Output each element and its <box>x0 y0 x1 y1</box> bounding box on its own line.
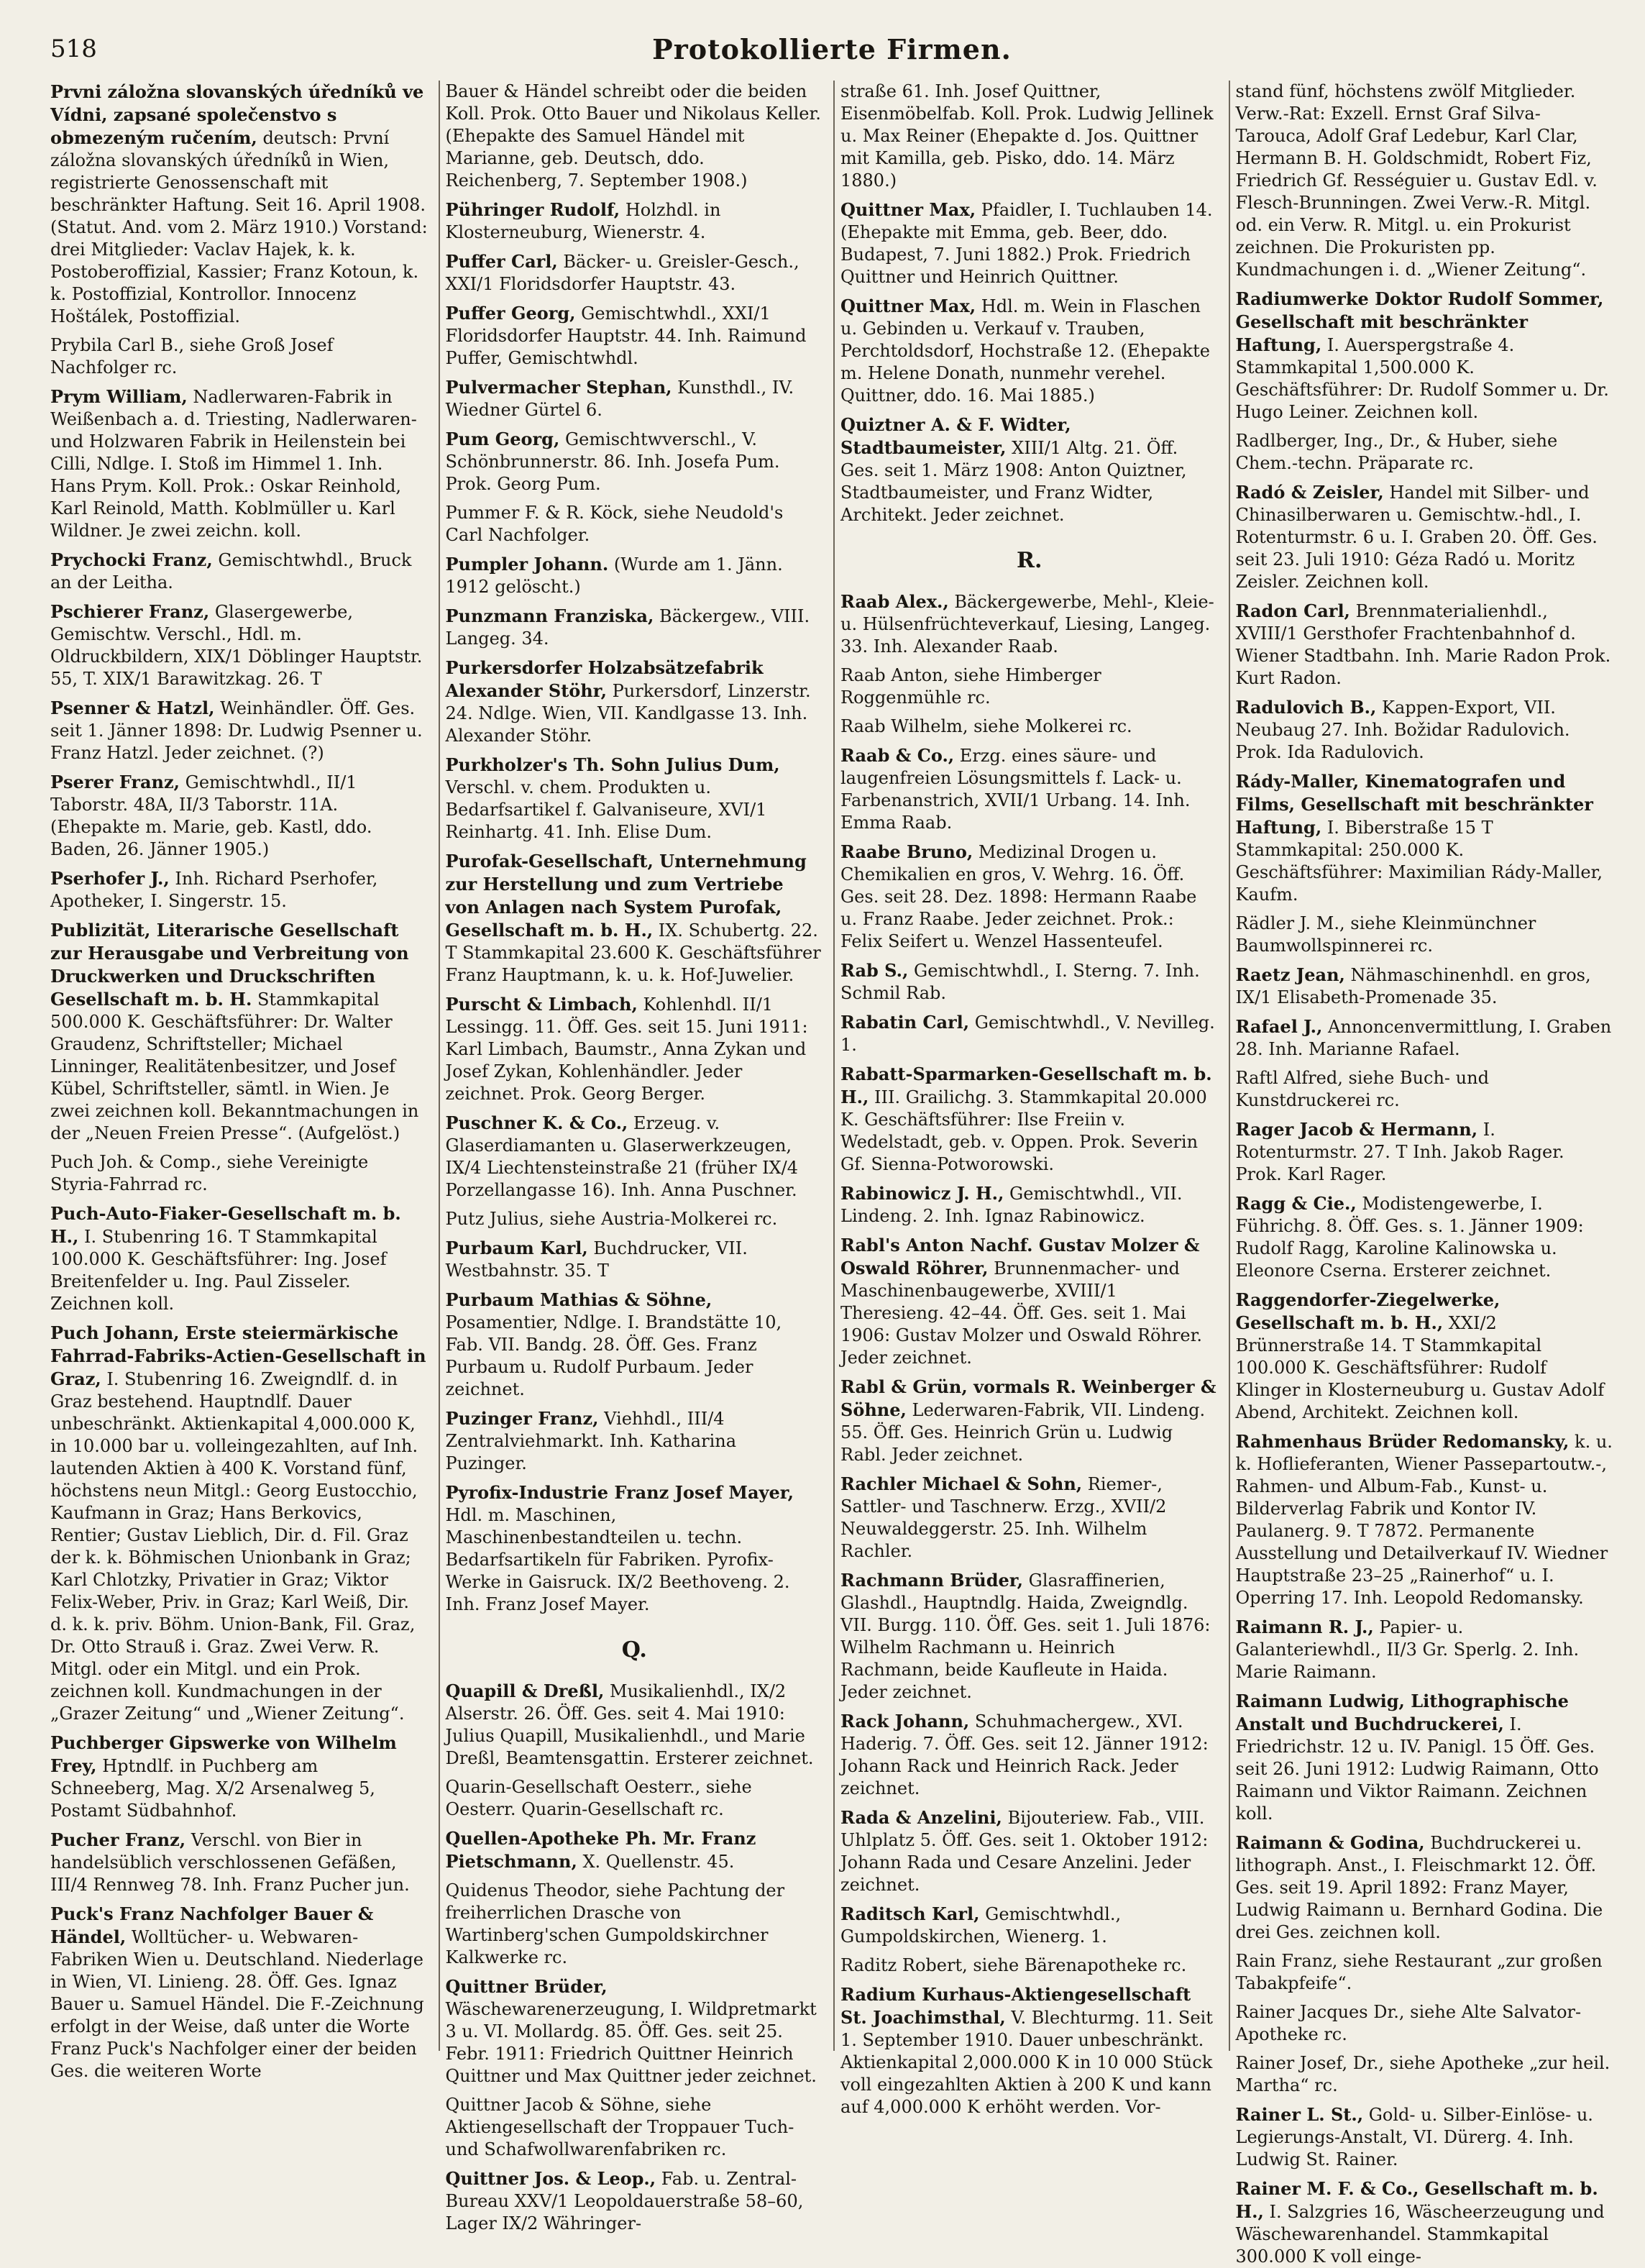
firm-name: Pschierer Franz, <box>50 601 210 622</box>
entry-text: Fab. u. Zentral-Bureau XXV/1 Leopoldauerstraße 58–60, Lager IX/2 Währinger- <box>445 2169 804 2233</box>
entry-text: Glasraffinerien, Glashdl., Hauptndlg. Haida, Zweigndlg. VII. Burgg. 110. Öff. Ges. seit 1. Juli 1876: Wilhelm Rachmann u. Heinrich Rachmann, beide Kaufleute in Haida. Jeder zeichnet. <box>840 1570 1211 1702</box>
entry-text: XXI/2 Brünnerstraße 14. T Stammkapital 100.000 K. Geschäftsführer: Rudolf Klinger in Klosterneuburg u. Gustav Adolf Abend, Architekt. Zeichnen koll. <box>1235 1313 1605 1422</box>
entry-text: straße 61. Inh. Josef Quittner, Eisenmöbelfab. Koll. Prok. Ludwig Jellinek u. Max Reiner (Ehepakte d. Jos. Quittner mit Kamilla, geb. Pisko, ddo. 14. März 1880.) <box>840 81 1214 191</box>
entry-text: Wäschewarenerzeugung, I. Wildpretmarkt 3 u. VI. Mollardg. 85. Öff. Ges. seit 25. Febr. 1911: Friedrich Quittner Heinrich Quittner und Max Quittner jeder zeichnet. <box>445 1999 817 2086</box>
text-column-3 <box>833 81 1219 2117</box>
firm-name: Radon Carl, <box>1235 600 1350 621</box>
directory-entry <box>446 605 824 650</box>
directory-entry <box>840 1806 1219 1896</box>
firm-name: Purofak-Gesellschaft, Unternehmung zur Herstellung und zum Vertriebe von Anlagen nach System Purofak, Gesellschaft m. b. H., <box>445 851 807 941</box>
entry-text: Gemischtwhdl., V. Nevilleg. 1. <box>840 1012 1215 1055</box>
firm-name: Quittner Jos. & Leop., <box>445 2168 656 2189</box>
entry-text: III. Grailichg. 3. Stammkapital 20.000 K. Geschäftsführer: Ilse Freiin v. Wedelstadt, geb. v. Oppen. Prok. Severin Gf. Sienna-Potworowski. <box>840 1087 1207 1174</box>
directory-entry <box>50 919 429 1145</box>
entry-text: Raftl Alfred, siehe Buch- und Kunstdruckerei rc. <box>1235 1068 1489 1110</box>
firm-name: Puzinger Franz, <box>445 1408 599 1429</box>
firm-name: Ragg & Cie., <box>1235 1193 1357 1214</box>
text-column-4 <box>1229 81 1614 2267</box>
firm-name: Psenner & Hatzl, <box>50 698 215 718</box>
entry-text: Medizinal Drogen u. Chemikalien en gros, V. Wehrg. 16. Öff. Ges. seit 28. Dez. 1898: Hermann Raabe u. Franz Raabe. Jeder zeichnet. Prok.: Felix Seifert u. Wenzel Hassenteufel. <box>840 842 1197 951</box>
entry-text: Quarin-Gesellschaft Oesterr., siehe Oesterr. Quarin-Gesellschaft rc. <box>445 1777 752 1819</box>
directory-entry <box>840 1182 1219 1227</box>
directory-entry <box>446 657 824 747</box>
directory-entry <box>50 81 429 328</box>
entry-text: Putz Julius, siehe Austria-Molkerei rc. <box>445 1209 778 1229</box>
entry-text: Nähmaschinenhdl. en gros, IX/1 Elisabeth-Promenade 35. <box>1235 965 1591 1007</box>
directory-entry <box>840 1954 1219 1977</box>
directory-entry <box>446 1975 824 2088</box>
entry-text: Hptndlf. in Puchberg am Schneeberg, Mag. X/2 Arsenalweg 5, Postamt Südbahnhof. <box>50 1756 375 1821</box>
entry-text: XIII/1 Altg. 21. Öff. Ges. seit 1. März 1908: Anton Quiztner, Stadtbaumeister, und Franz Widter, Architekt. Jeder zeichnet. <box>840 438 1187 525</box>
directory-entry <box>1236 2103 1614 2171</box>
firm-name: Rahmenhaus Brüder Redomansky, <box>1235 1431 1570 1452</box>
firm-name: Pyrofix-Industrie Franz Josef Mayer, <box>445 1482 794 1503</box>
entry-text: Puch Joh. & Comp., siehe Vereinigte Styria-Fahrrad rc. <box>50 1152 369 1194</box>
entry-text: Gold- u. Silber-Einlöse- u. Legierungs-Anstalt, VI. Dürerg. 4. Inh. Ludwig St. Rainer. <box>1235 2105 1593 2169</box>
directory-entry <box>840 81 1219 192</box>
firm-name: Puschner K. & Co., <box>445 1112 628 1133</box>
section-letter-text: Q. <box>621 1637 647 1663</box>
entry-text: Gemischtwverschl., V. Schönbrunnerstr. 86. Inh. Josefa Pum. Prok. Georg Pum. <box>445 429 780 494</box>
entry-text: Purkersdorf, Linzerstr. 24. Ndlge. Wien, VII. Kandlgasse 13. Inh. Alexander Stöhr. <box>445 681 811 746</box>
directory-entry <box>50 697 429 764</box>
directory-entry <box>446 302 824 370</box>
entry-text: Buchdruckerei u. lithograph. Anst., I. Fleischmarkt 12. Öff. Ges. seit 19. April 1892: Franz Mayer, Ludwig Raimann u. Bernhard Godina. Die drei Ges. zeichnen koll. <box>1235 1833 1603 1942</box>
entry-text: (Wurde am 1. Jänn. 1912 gelöscht.) <box>445 554 783 597</box>
entry-text: Erzeug. v. Glaserdiamanten u. Glaserwerkzeugen, IX/4 Liechtensteinstraße 21 (früher IX/4 Porzellangasse 16). Inh. Anna Puschner. <box>445 1113 798 1200</box>
firm-name: Purscht & Limbach, <box>445 994 638 1015</box>
entry-text: Gemischtwhdl., II/1 Taborstr. 48A, II/3 Taborstr. 11A. (Ehepakte m. Marie, geb. Kastl, ddo. Baden, 26. Jänner 1905.) <box>50 772 372 859</box>
firm-name: Puch-Auto-Fiaker-Gesellschaft m. b. H., <box>50 1203 401 1247</box>
entry-text: Rainer Jacques Dr., siehe Alte Salvator-Apotheke rc. <box>1235 2002 1582 2044</box>
firm-name: Rada & Anzelini, <box>840 1807 1002 1828</box>
firm-name: Rabatt-Sparmarken-Gesellschaft m. b. H., <box>840 1064 1212 1107</box>
entry-text: Riemer-, Sattler- und Taschnerw. Erzg., XVII/2 Neuwaldeggerstr. 25. Inh. Wilhelm Rachler. <box>840 1474 1167 1561</box>
text-column-1 <box>50 81 429 2081</box>
firm-name: Quittner Brüder, <box>445 1976 608 1997</box>
firm-name: Puchberger Gipswerke von Wilhelm Frey, <box>50 1732 397 1776</box>
firm-name: Raimann & Godina, <box>1235 1832 1425 1853</box>
entry-text: Rain Franz, siehe Restaurant „zur großen Tabakpfeife“. <box>1235 1951 1603 1993</box>
firm-name: Rack Johann, <box>840 1711 970 1732</box>
directory-entry <box>840 744 1219 834</box>
directory-entry <box>446 428 824 495</box>
directory-entry <box>1236 964 1614 1009</box>
firm-name: Punzmann Franziska, <box>445 605 654 626</box>
entry-text: Bäcker- u. Greisler-Gesch., XXI/1 Floridsdorfer Hauptstr. 43. <box>445 252 799 294</box>
firm-name: Purkholzer's Th. Sohn Julius Dum, <box>445 754 780 775</box>
directory-entry <box>1236 1690 1614 1825</box>
entry-text: Schuhmachergew., XVI. Haderig. 7. Öff. Ges. seit 12. Jänner 1912: Johann Rack und Heinrich Rack. Jeder zeichnet. <box>840 1711 1209 1798</box>
directory-entry <box>1236 600 1614 690</box>
firm-name: Rainer M. F. & Co., Gesellschaft m. b. H., <box>1235 2178 1598 2222</box>
directory-entry <box>840 664 1219 709</box>
entry-text: X. Quellenstr. 45. <box>582 1852 735 1872</box>
entry-text: Raab Wilhelm, siehe Molkerei rc. <box>840 716 1132 736</box>
entry-text: Brunnenmacher- und Maschinenbaugewerbe, XVIII/1 Theresieng. 42–44. Öff. Ges. seit 1. Mai 1906: Gustav Molzer und Oswald Röhrer. Jeder zeichnet. <box>840 1258 1203 1368</box>
entry-text: Lederwaren-Fabrik, VII. Lindeng. 55. Öff. Ges. Heinrich Grün u. Ludwig Rabl. Jeder zeichnet. <box>840 1400 1206 1465</box>
directory-entry <box>446 198 824 244</box>
firm-name: Rachmann Brüder, <box>840 1570 1023 1591</box>
directory-entry <box>1236 1192 1614 1282</box>
directory-entry <box>50 1202 429 1315</box>
directory-entry <box>446 2167 824 2235</box>
firm-name: Raetz Jean, <box>1235 964 1345 985</box>
directory-entry <box>50 600 429 690</box>
directory-entry <box>446 1112 824 1202</box>
entry-text: Quittner Jacob & Söhne, siehe Aktiengesellschaft der Troppauer Tuch- und Schafwollwarenfabriken rc. <box>445 2095 794 2159</box>
entry-text: Rädler J. M., siehe Kleinmünchner Baumwollspinnerei rc. <box>1235 913 1536 956</box>
directory-entry <box>840 959 1219 1005</box>
entry-text: Bäckergewerbe, Mehl-, Kleie- u. Hülsenfrüchteverkauf, Liesing, Langeg. 33. Inh. Alexander Raab. <box>840 592 1214 657</box>
entry-text: Gemischtwhdl., I. Sterng. 7. Inh. Schmil Rab. <box>840 961 1200 1003</box>
entry-text: Pummer F. & R. Köck, siehe Neudold's Carl Nachfolger. <box>445 503 784 545</box>
directory-entry <box>446 1208 824 1230</box>
firm-name: Quittner Max, <box>840 199 976 220</box>
directory-entry <box>1236 81 1614 281</box>
directory-entry <box>446 1680 824 1770</box>
page-number: 518 <box>50 35 97 63</box>
firm-name: Radó & Zeisler, <box>1235 482 1384 503</box>
directory-entry <box>50 771 429 861</box>
directory-entry <box>446 1237 824 1282</box>
firm-name: Pumpler Johann. <box>445 554 609 575</box>
directory-entry <box>840 413 1219 526</box>
entry-text: Nadlerwaren-Fabrik in Weißenbach a. d. Triesting, Nadlerwaren- und Holzwaren Fabrik in Heilenstein bei Cilli, Ndlge. I. Stoß im Himmel 1. Inh. Hans Prym. Koll. Prok.: Oskar Reinhold, Karl Reinold, Matth. Koblmüller u. Karl Wildner. Je zwei zeichn. koll. <box>50 387 417 541</box>
directory-entry <box>50 1151 429 1196</box>
directory-entry <box>50 1732 429 1822</box>
directory-entry <box>50 1829 429 1896</box>
text-column-2 <box>439 81 824 2233</box>
entry-text: Bauer & Händel schreibt oder die beiden Koll. Prok. Otto Bauer und Nikolaus Keller. (Ehepakte des Samuel Händel mit Marianne, geb. Deutsch, ddo. Reichenberg, 7. September 1908.) <box>445 81 821 191</box>
entry-text: Kappen-Export, VII. Neubaug 27. Inh. Božidar Radulovich. Prok. Ida Radulovich. <box>1235 698 1570 762</box>
entry-text: Pfaidler, I. Tuchlauben 14. (Ehepakte mit Emma, geb. Beer, ddo. Budapest, 7. Juni 1882.) Prok. Friedrich Quittner und Heinrich Quittner. <box>840 200 1213 287</box>
firm-name: Quapill & Dreßl, <box>445 1681 605 1701</box>
firm-name: Purbaum Karl, <box>445 1238 588 1258</box>
entry-text: I. Friedrichstr. 12 u. IV. Panigl. 15 Öff. Ges. seit 26. Juni 1912: Ludwig Raimann, Otto Raimann und Viktor Raimann. Zeichnen koll. <box>1235 1714 1599 1824</box>
directory-entry <box>1236 1950 1614 1995</box>
directory-entry <box>1236 1015 1614 1061</box>
firm-name: Rabinowicz J. H., <box>840 1183 1004 1204</box>
firm-name: Rabl & Grün, vormals R. Weinberger & Söhne, <box>840 1376 1216 1420</box>
directory-entry <box>446 2094 824 2161</box>
entry-text: Hdl. m. Maschinen, Maschinenbestandteilen u. techn. Bedarfsartikeln für Fabriken. Pyrofix-Werke in Gaisruck. IX/2 Beethoveng. 2. Inh. Franz Josef Mayer. <box>445 1505 790 1614</box>
section-letter <box>840 548 1219 573</box>
entry-text: Quidenus Theodor, siehe Pachtung der freiherrlichen Drasche von Wartinberg'schen Gumpoldskirchner Kalkwerke rc. <box>445 1880 785 1967</box>
directory-entry <box>446 553 824 598</box>
directory-entry <box>840 295 1219 407</box>
entry-text: Hdl. m. Wein in Flaschen u. Gebinden u. Verkauf v. Trauben, Perchtoldsdorf, Hochstraße 12. (Ehepakte m. Helene Donath, nunmehr verehel. Quittner, ddo. 16. Mai 1885.) <box>840 296 1210 406</box>
directory-entry <box>50 1322 429 1725</box>
firm-name: Puffer Carl, <box>445 251 558 272</box>
directory-entry <box>1236 430 1614 475</box>
firm-name: Puch Johann, Erste steiermärkische Fahrrad-Fabriks-Actien-Gesellschaft in Graz, <box>50 1322 426 1389</box>
entry-text: Verschl. v. chem. Produkten u. Bedarfsartikel f. Galvaniseure, XVI/1 Reinhartg. 41. Inh. Elise Dum. <box>445 777 767 842</box>
directory-entry <box>446 1481 824 1616</box>
firm-name: Rafael J., <box>1235 1016 1323 1037</box>
directory-entry <box>1236 696 1614 764</box>
firm-name: Raab & Co., <box>840 745 955 766</box>
entry-text: IX. Schubertg. 22. T Stammkapital 23.600 K. Geschäftsführer Franz Hauptmann, k. u. k. Hof-Juwelier. <box>445 920 821 985</box>
entry-text: Gemischtwhdl., VII. Lindeng. 2. Inh. Ignaz Rabinowicz. <box>840 1184 1183 1226</box>
entry-text: Modistengewerbe, I. Führichg. 8. Öff. Ges. s. 1. Jänner 1909: Rudolf Ragg, Karoline Kalinowska u. Eleonore Cserna. Ersterer zeichnet. <box>1235 1194 1584 1281</box>
firm-name: Publizität, Literarische Gesellschaft zur Herausgabe und Verbreitung von Druckwerken und Druckschriften Gesellschaft m. b. H. <box>50 920 409 1010</box>
directory-entry <box>446 993 824 1105</box>
entry-text: Gemischtwhdl., Gumpoldskirchen, Wienerg. 1. <box>840 1904 1122 1947</box>
entry-text: Wolltücher- u. Webwaren-Fabriken Wien u. Deutschland. Niederlage in Wien, VI. Linieng. 28. Öff. Ges. Ignaz Bauer u. Samuel Händel. Die F.-Zeichnung erfolgt in der Weise, daß unter die Worte Franz Puck's Nachfolger einer der beiden Ges. die weiteren Worte <box>50 1927 424 2081</box>
entry-text: Rainer Josef, Dr., siehe Apotheke „zur heil. Martha“ rc. <box>1235 2053 1610 2095</box>
directory-entry <box>50 867 429 913</box>
directory-entry <box>446 502 824 547</box>
firm-name: Rády-Maller, Kinematografen und Films, Gesellschaft mit beschränkter Haftung, <box>1235 771 1593 838</box>
firm-name: Quittner Max, <box>840 296 976 316</box>
entry-text: Holzhdl. in Klosterneuburg, Wienerstr. 4. <box>445 200 721 242</box>
directory-entry <box>1236 1118 1614 1186</box>
directory-entry <box>446 1827 824 1873</box>
section-letter-text: R. <box>1017 548 1043 573</box>
directory-entry <box>446 81 824 192</box>
directory-entry <box>446 754 824 843</box>
directory-entry <box>446 1776 824 1821</box>
entry-text: I. Biberstraße 15 T Stammkapital: 250.000 K. Geschäftsführer: Maximilian Rády-Maller, Kaufm. <box>1235 818 1603 905</box>
entry-text: Brennmaterialienhdl., XVIII/1 Gersthofer Frachtenbahnhof d. Wiener Stadtbahn. Inh. Marie Radon Prok. Kurt Radon. <box>1235 601 1611 688</box>
directory-entry <box>840 715 1219 738</box>
directory-entry <box>840 1063 1219 1176</box>
directory-entry <box>840 1903 1219 1948</box>
firm-name: Radulovich B., <box>1235 697 1377 718</box>
entry-text: Stammkapital 500.000 K. Geschäftsführer: Dr. Walter Graudenz, Schriftsteller; Michael Linninger, Realitätenbesitzer, und Josef Kübel, Schriftsteller, sämtl. in Wien. Je zwei zeichnen koll. Bekanntmachungen in der „Neuen Freien Presse“. (Aufgelöst.) <box>50 989 419 1143</box>
entry-text: I. Stubenring 16. Zweigndlf. d. in Graz bestehend. Hauptndlf. Dauer unbeschränkt. Aktienkapital 4,000.000 K, in 10.000 bar u. volleingezahlten, auf Inh. lautenden Aktien à 400 K. Vorstand fünf, höchstens neun Mitgl.: Georg Eustocchio, Kaufmann in Graz; Hans Berkovics, Rentier; Gustav Lieblich, Dir. d. Fil. Graz der k. k. Böhmischen Unionbank in Graz; Karl Chlotzky, Privatier in Graz; Viktor Felix-Weber, Priv. in Graz; Karl Weiß, Dir. d. k. k. priv. Böhm. Union-Bank, Fil. Graz, Dr. Otto Strauß i. Graz. Zwei Verw. R. Mitgl. oder ein Mitgl. und ein Prok. zeichnen koll. Kundmachungen in der „Grazer Zeitung“ und „Wiener Zeitung“. <box>50 1369 418 1724</box>
entry-text: Annoncenvermittlung, I. Graben 28. Inh. Marianne Rafael. <box>1235 1017 1612 1059</box>
directory-entry <box>840 841 1219 953</box>
page-header <box>50 29 1613 81</box>
firm-name: Radium Kurhaus-Aktiengesellschaft St. Joachimsthal, <box>840 1984 1191 2028</box>
column-container <box>50 81 1613 2267</box>
firm-name: Pserhofer J., <box>50 868 170 889</box>
entry-text: Posamentier, Ndlge. I. Brandstätte 10, Fab. VII. Bandg. 28. Öff. Ges. Franz Purbaum u. Rudolf Purbaum. Jeder zeichnet. <box>445 1312 782 1399</box>
entry-text: I. Stubenring 16. T Stammkapital 100.000 K. Geschäftsführer: Ing. Josef Breitenfelder u. Ing. Paul Zisseler. Zeichnen koll. <box>50 1227 387 1314</box>
directory-entry <box>1236 2001 1614 2046</box>
directory-entry <box>840 1376 1219 1466</box>
entry-text: Kohlenhdl. II/1 Lessingg. 11. Öff. Ges. seit 15. Juni 1911: Karl Limbach, Baumstr., Anna Zykan und Josef Zykan, Kohlenhändler. Jeder zeichnet. Prok. Georg Berger. <box>445 994 808 1104</box>
directory-entry <box>840 1710 1219 1800</box>
firm-name: Prym William, <box>50 386 188 407</box>
directory-entry <box>1236 1289 1614 1424</box>
firm-name: Rachler Michael & Sohn, <box>840 1473 1083 1494</box>
entry-text: Erzg. eines säure- und laugenfreien Lösungsmittels f. Lack- u. Farbenanstrich, XVII/1 Urbang. 14. Inh. Emma Raab. <box>840 746 1191 833</box>
entry-text: Glasergewerbe, Gemischtw. Verschl., Hdl. m. Oldruckbildern, XIX/1 Döblinger Hauptstr. 55, T. XIX/1 Barawitzkag. 26. T <box>50 602 423 689</box>
directory-entry <box>1236 770 1614 906</box>
entry-text: Papier- u. Galanteriewhdl., II/3 Gr. Sperlg. 2. Inh. Marie Raimann. <box>1235 1617 1580 1682</box>
entry-text: Bijouteriew. Fab., VIII. Uhlplatz 5. Öff. Ges. seit 1. Oktober 1912: Johann Rada und Cesare Anzelini. Jeder zeichnet. <box>840 1808 1209 1895</box>
firm-name: Raab Alex., <box>840 591 949 612</box>
firm-name: Raabe Bruno, <box>840 841 973 862</box>
firm-name: Puffer Georg, <box>445 303 576 324</box>
entry-text: Verschl. von Bier in handelsüblich verschlossenen Gefäßen, III/4 Rennweg 78. Inh. Franz Pucher jun. <box>50 1830 410 1895</box>
firm-name: Rab S., <box>840 960 909 981</box>
firm-name: Rabatin Carl, <box>840 1012 970 1033</box>
entry-text: Radlberger, Ing., Dr., & Huber, siehe Chem.-techn. Präparate rc. <box>1235 431 1558 473</box>
directory-entry <box>840 1011 1219 1056</box>
firm-name: Pum Georg, <box>445 429 560 449</box>
directory-entry <box>1236 913 1614 957</box>
firm-name: Raditsch Karl, <box>840 1903 980 1924</box>
entry-text: Buchdrucker, VII. Westbahnstr. 35. T <box>445 1238 748 1281</box>
directory-entry <box>840 1569 1219 1704</box>
entry-text: Raab Anton, siehe Himberger Roggenmühle rc. <box>840 665 1101 708</box>
section-letter <box>446 1637 824 1663</box>
entry-text: Kunsthdl., IV. Wiedner Gürtel 6. <box>445 378 794 420</box>
firm-name: Pulvermacher Stephan, <box>445 377 672 398</box>
directory-entry <box>446 850 824 987</box>
entry-text: Inh. Richard Pserhofer, Apotheker, I. Singerstr. 15. <box>50 869 378 911</box>
firm-name: Raimann Ludwig, Lithographische Anstalt und Buchdruckerei, <box>1235 1691 1569 1734</box>
entry-text: Raditz Robert, siehe Bärenapotheke rc. <box>840 1955 1187 1975</box>
entry-text: Bäckergew., VIII. Langeg. 34. <box>445 606 810 649</box>
entry-text: k. u. k. Hoflieferanten, Wiener Passepartoutw.-, Rahmen- und Album-Fab., Kunst- u. Bilderverlag Fabrik und Kontor IV. Paulanerg. 9. T 7872. Permanente Ausstellung und Detailverkauf IV. Wiedner Hauptstraße 23–25 „Rainerhof“ u. I. Operring 17. Inh. Leopold Redomansky. <box>1235 1432 1613 1608</box>
entry-text: stand fünf, höchstens zwölf Mitglieder. Verw.-Rat: Exzell. Ernst Graf Silva-Tarouca, Adolf Graf Ledebur, Karl Clar, Hermann B. H. Goldschmidt, Robert Fiz, Friedrich Gf. Rességuier u. Gustav Edl. v. Flesch-Brunningen. Zwei Verw.-R. Mitgl. od. ein Verw. R. Mitgl. u. ein Prokurist zeichnen. Die Prokuristen pp. Kundmachungen i. d. „Wiener Zeitung“. <box>1235 81 1598 280</box>
entry-text: Musikalienhdl., IX/2 Alserstr. 26. Öff. Ges. seit 4. Mai 1910: Julius Quapill, Musikalienhdl., und Marie Dreßl, Beamtensgattin. Ersterer zeichnet. <box>445 1681 814 1768</box>
firm-name: Quiztner A. & F. Widter, Stadtbaumeister, <box>840 414 1071 458</box>
entry-text: I. Rotenturmstr. 27. T Inh. Jakob Rager. Prok. Karl Rager. <box>1235 1120 1564 1184</box>
entry-text: Weinhändler. Öff. Ges. seit 1. Jänner 1898: Dr. Ludwig Psenner u. Franz Hatzl. Jeder zeichnet. (?) <box>50 698 423 763</box>
directory-entry <box>446 376 824 421</box>
entry-text: deutsch: První záložna slovanských úředníků in Wien, registrierte Genossenschaft mit beschränkter Haftung. Seit 16. April 1908. (Statut. And. vom 2. März 1910.) Vorstand: drei Mitglieder: Vaclav Hajek, k. k. Postoberoffizial, Kassier; Franz Kotoun, k. k. Postoffizial, Kontrollor. Innocenz Hoštálek, Postoffizial. <box>50 128 428 326</box>
firm-name: Rager Jacob & Hermann, <box>1235 1119 1478 1140</box>
directory-entry <box>1236 1067 1614 1112</box>
entry-text: Handel mit Silber- und Chinasilberwaren u. Gemischtw.-hdl., I. Rotenturmstr. 6 u. I. Graben 20. Öff. Ges. seit 23. Juli 1910: Géza Radó u. Moritz Zeisler. Zeichnen koll. <box>1235 483 1598 592</box>
directory-entry <box>50 549 429 594</box>
directory-entry <box>1236 1832 1614 1944</box>
directory-entry <box>446 1880 824 1969</box>
firm-name: Pühringer Rudolf, <box>445 199 620 220</box>
directory-entry <box>1236 481 1614 593</box>
directory-entry <box>50 334 429 379</box>
entry-text: V. Blechturmg. 11. Seit 1. September 1910. Dauer unbeschränkt. Aktienkapital 2,000.000 K in 10 000 Stück voll eingezahlten Aktien à 200 K und kann auf 4,000.000 K erhöht werden. Vor- <box>840 2008 1213 2117</box>
firm-name: Pucher Franz, <box>50 1829 186 1850</box>
directory-entry <box>840 198 1219 288</box>
entry-text: Prybila Carl B., siehe Groß Josef Nachfolger rc. <box>50 335 334 378</box>
directory-entry <box>1236 2052 1614 2097</box>
directory-entry <box>446 1289 824 1401</box>
entry-text: Viehhdl., III/4 Zentralviehmarkt. Inh. Katharina Puzinger. <box>445 1409 737 1473</box>
directory-entry <box>446 1407 824 1475</box>
directory-entry <box>1236 1616 1614 1683</box>
firm-name: Raimann R. J., <box>1235 1617 1374 1637</box>
directory-entry <box>840 1473 1219 1563</box>
entry-text: I. Auerspergstraße 4. Stammkapital 1,500.000 K. Geschäftsführer: Dr. Rudolf Sommer u. Dr. Hugo Leiner. Zeichnen koll. <box>1235 335 1609 422</box>
directory-entry <box>840 1234 1219 1369</box>
directory-entry <box>1236 1430 1614 1609</box>
directory-entry <box>1236 2177 1614 2268</box>
directory-entry <box>1236 288 1614 424</box>
directory-entry <box>446 250 824 296</box>
directory-entry <box>840 1983 1219 2118</box>
entry-text: Gemischtwhdl., XXI/1 Floridsdorfer Hauptstr. 44. Inh. Raimund Puffer, Gemischtwhdl. <box>445 303 807 368</box>
firm-name: Radiumwerke Doktor Rudolf Sommer, Gesellschaft mit beschränkter Haftung, <box>1235 288 1604 355</box>
firm-name: Quellen-Apotheke Ph. Mr. Franz Pietschmann, <box>445 1828 756 1872</box>
directory-entry <box>840 590 1219 658</box>
firm-name: Prychocki Franz, <box>50 549 213 570</box>
directory-entry <box>50 1903 429 2082</box>
firm-name: Pserer Franz, <box>50 772 180 792</box>
firm-name: Rainer L. St., <box>1235 2104 1364 2125</box>
directory-entry <box>50 385 429 542</box>
firm-name: Purkersdorfer Holzabsätzefabrik Alexander Stöhr, <box>445 657 764 701</box>
running-title: Protokollierte Firmen. <box>652 33 1012 65</box>
firm-name: Purbaum Mathias & Söhne, <box>445 1289 712 1310</box>
firm-name: Prvni záložna slovanských úředníků ve Vídni, zapsané společenstvo s obmezeným ručením, <box>50 81 424 148</box>
entry-text: Gemischtwhdl., Bruck an der Leitha. <box>50 550 412 593</box>
firm-name: Raggendorfer-Ziegelwerke, Gesellschaft m. b. H., <box>1235 1289 1500 1333</box>
entry-text: I. Salzgries 16, Wäscheerzeugung und Wäschewarenhandel. Stammkapital 300.000 K voll einge- <box>1235 2202 1605 2267</box>
firm-name: Puck's Franz Nachfolger Bauer & Händel, <box>50 1903 374 1947</box>
firm-name: Rabl's Anton Nachf. Gustav Molzer & Oswald Röhrer, <box>840 1235 1200 1279</box>
